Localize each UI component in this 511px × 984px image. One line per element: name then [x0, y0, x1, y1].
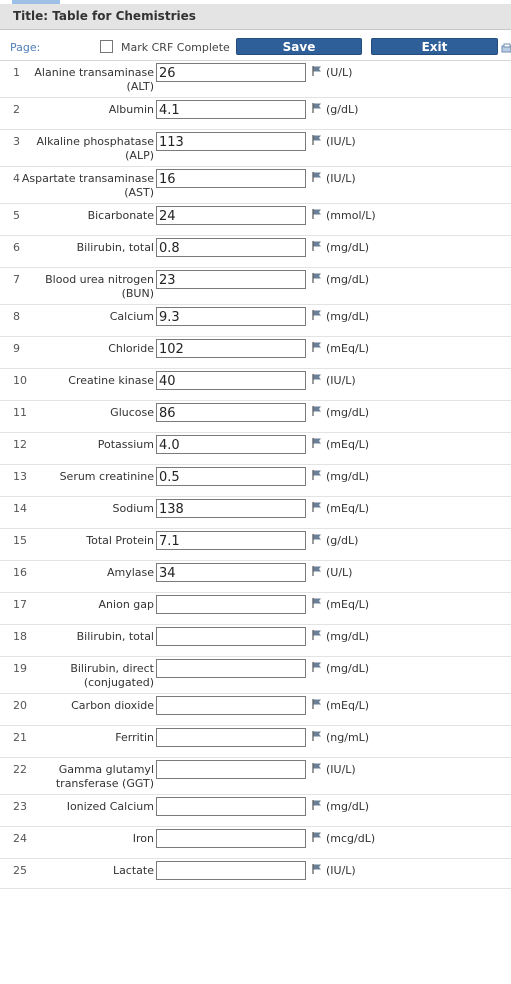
unit-label: (IU/L)	[326, 763, 356, 776]
unit-label: (mEq/L)	[326, 502, 370, 515]
unit-label: (mg/dL)	[326, 630, 370, 643]
field-label: Carbon dioxide	[71, 699, 154, 712]
flag-icon[interactable]	[312, 209, 322, 219]
form-row	[0, 401, 511, 433]
value-input[interactable]: 16	[156, 169, 306, 188]
value-input[interactable]: 4.0	[156, 435, 306, 454]
field-label: Creatine kinase	[68, 374, 154, 387]
unit-label: (U/L)	[326, 66, 353, 79]
row-number: 13	[13, 470, 27, 483]
row-number: 8	[13, 310, 20, 323]
flag-icon[interactable]	[312, 800, 322, 810]
row-number: 18	[13, 630, 27, 643]
row-number: 25	[13, 864, 27, 877]
field-label: Bilirubin, total	[76, 630, 154, 643]
value-input[interactable]: 26	[156, 63, 306, 82]
form-row	[0, 593, 511, 625]
field-label: Gamma glutamyl transferase (GGT)	[55, 763, 154, 790]
unit-label: (mg/dL)	[326, 406, 370, 419]
unit-label: (IU/L)	[326, 172, 356, 185]
row-number: 16	[13, 566, 27, 579]
value-input[interactable]: 86	[156, 403, 306, 422]
exit-button[interactable]: Exit	[371, 38, 498, 55]
flag-icon[interactable]	[312, 470, 322, 480]
form-row	[0, 236, 511, 268]
value-input[interactable]: 34	[156, 563, 306, 582]
form-row	[0, 337, 511, 369]
unit-label: (mg/dL)	[326, 800, 370, 813]
print-icon[interactable]	[501, 43, 511, 55]
row-number: 22	[13, 763, 27, 776]
flag-icon[interactable]	[312, 662, 322, 672]
row-number: 2	[13, 103, 20, 116]
field-label: Amylase	[106, 566, 154, 579]
row-number: 9	[13, 342, 20, 355]
unit-label: (mEq/L)	[326, 598, 370, 611]
row-number: 12	[13, 438, 27, 451]
field-label: Ferritin	[115, 731, 154, 744]
flag-icon[interactable]	[312, 66, 322, 76]
form-row	[0, 369, 511, 401]
page-title: Title: Table for Chemistries	[13, 9, 196, 23]
mark-crf-complete-label: Mark CRF Complete	[121, 41, 230, 54]
form-row	[0, 726, 511, 758]
field-label: Blood urea nitrogen (BUN)	[45, 273, 154, 300]
form-row	[0, 827, 511, 859]
unit-label: (IU/L)	[326, 374, 356, 387]
field-label: Bilirubin, direct (conjugated)	[70, 662, 154, 689]
field-label: Aspartate transaminase (AST)	[21, 172, 154, 199]
form-row	[0, 497, 511, 529]
field-label: Anion gap	[98, 598, 154, 611]
field-label: Bilirubin, total	[76, 241, 154, 254]
row-number: 23	[13, 800, 27, 813]
form-row	[0, 305, 511, 337]
value-input[interactable]	[156, 696, 306, 715]
flag-icon[interactable]	[312, 374, 322, 384]
field-label: Bicarbonate	[87, 209, 154, 222]
row-number: 4	[13, 172, 20, 185]
flag-icon[interactable]	[312, 731, 322, 741]
row-number: 17	[13, 598, 27, 611]
form-row	[0, 657, 511, 694]
form-row	[0, 167, 511, 204]
flag-icon[interactable]	[312, 438, 322, 448]
flag-icon[interactable]	[312, 310, 322, 320]
toolbar	[0, 31, 511, 61]
flag-icon[interactable]	[312, 241, 322, 251]
value-input[interactable]: 4.1	[156, 100, 306, 119]
unit-label: (U/L)	[326, 566, 353, 579]
value-input[interactable]: 9.3	[156, 307, 306, 326]
field-label: Calcium	[109, 310, 154, 323]
flag-icon[interactable]	[312, 135, 322, 145]
form-row	[0, 561, 511, 593]
row-number: 19	[13, 662, 27, 675]
flag-icon[interactable]	[312, 699, 322, 709]
field-label: Ionized Calcium	[66, 800, 154, 813]
row-number: 6	[13, 241, 20, 254]
row-number: 24	[13, 832, 27, 845]
field-label: Glucose	[110, 406, 154, 419]
value-input[interactable]: 113	[156, 132, 306, 151]
row-number: 1	[13, 66, 20, 79]
form-row	[0, 268, 511, 305]
flag-icon[interactable]	[312, 342, 322, 352]
unit-label: (mEq/L)	[326, 438, 370, 451]
unit-label: (mg/dL)	[326, 273, 370, 286]
form-row	[0, 694, 511, 726]
form-row	[0, 859, 511, 889]
form-row	[0, 61, 511, 98]
value-input[interactable]: 0.5	[156, 467, 306, 486]
row-number: 3	[13, 135, 20, 148]
row-number: 11	[13, 406, 27, 419]
unit-label: (IU/L)	[326, 135, 356, 148]
row-number: 14	[13, 502, 27, 515]
field-label: Alkaline phosphatase (ALP)	[36, 135, 154, 162]
value-input[interactable]	[156, 861, 306, 880]
unit-label: (mEq/L)	[326, 342, 370, 355]
form-row	[0, 529, 511, 561]
flag-icon[interactable]	[312, 763, 322, 773]
flag-icon[interactable]	[312, 566, 322, 576]
save-button[interactable]: Save	[236, 38, 362, 55]
title-bar	[0, 4, 511, 30]
unit-label: (mmol/L)	[326, 209, 376, 222]
value-input[interactable]: 23	[156, 270, 306, 289]
value-input[interactable]	[156, 627, 306, 646]
form-row	[0, 758, 511, 795]
unit-label: (mEq/L)	[326, 699, 370, 712]
form-row	[0, 433, 511, 465]
unit-label: (mg/dL)	[326, 470, 370, 483]
flag-icon[interactable]	[312, 103, 322, 113]
value-input[interactable]: 24	[156, 206, 306, 225]
field-label: Potassium	[97, 438, 154, 451]
form-row	[0, 795, 511, 827]
value-input[interactable]: 102	[156, 339, 306, 358]
value-input[interactable]	[156, 659, 306, 678]
field-label: Serum creatinine	[59, 470, 154, 483]
value-input[interactable]: 138	[156, 499, 306, 518]
flag-icon[interactable]	[312, 502, 322, 512]
unit-label: (IU/L)	[326, 864, 356, 877]
form-row	[0, 98, 511, 130]
unit-label: (mg/dL)	[326, 310, 370, 323]
field-label: Iron	[132, 832, 154, 845]
row-number: 20	[13, 699, 27, 712]
form-row	[0, 130, 511, 167]
row-number: 5	[13, 209, 20, 222]
value-input[interactable]: 40	[156, 371, 306, 390]
value-input[interactable]: 0.8	[156, 238, 306, 257]
unit-label: (mcg/dL)	[326, 832, 376, 845]
field-label: Total Protein	[86, 534, 154, 547]
field-label: Albumin	[108, 103, 154, 116]
flag-icon[interactable]	[312, 534, 322, 544]
flag-icon[interactable]	[312, 832, 322, 842]
flag-icon[interactable]	[312, 406, 322, 416]
flag-icon[interactable]	[312, 273, 322, 283]
field-label: Lactate	[112, 864, 154, 877]
flag-icon[interactable]	[312, 630, 322, 640]
value-input[interactable]	[156, 728, 306, 747]
mark-crf-complete-checkbox[interactable]	[100, 40, 113, 53]
field-label: Alanine transaminase (ALT)	[34, 66, 154, 93]
form-row	[0, 204, 511, 236]
row-number: 21	[13, 731, 27, 744]
unit-label: (mg/dL)	[326, 662, 370, 675]
field-label: Sodium	[112, 502, 154, 515]
page-label: Page:	[10, 41, 41, 54]
row-number: 7	[13, 273, 20, 286]
unit-label: (g/dL)	[326, 534, 359, 547]
field-label: Chloride	[108, 342, 154, 355]
flag-icon[interactable]	[312, 172, 322, 182]
value-input[interactable]	[156, 797, 306, 816]
value-input[interactable]	[156, 829, 306, 848]
unit-label: (g/dL)	[326, 103, 359, 116]
flag-icon[interactable]	[312, 598, 322, 608]
flag-icon[interactable]	[312, 864, 322, 874]
form-row	[0, 465, 511, 497]
unit-label: (ng/mL)	[326, 731, 370, 744]
row-number: 10	[13, 374, 27, 387]
row-number: 15	[13, 534, 27, 547]
value-input[interactable]: 7.1	[156, 531, 306, 550]
form-row	[0, 625, 511, 657]
value-input[interactable]	[156, 595, 306, 614]
unit-label: (mg/dL)	[326, 241, 370, 254]
value-input[interactable]	[156, 760, 306, 779]
